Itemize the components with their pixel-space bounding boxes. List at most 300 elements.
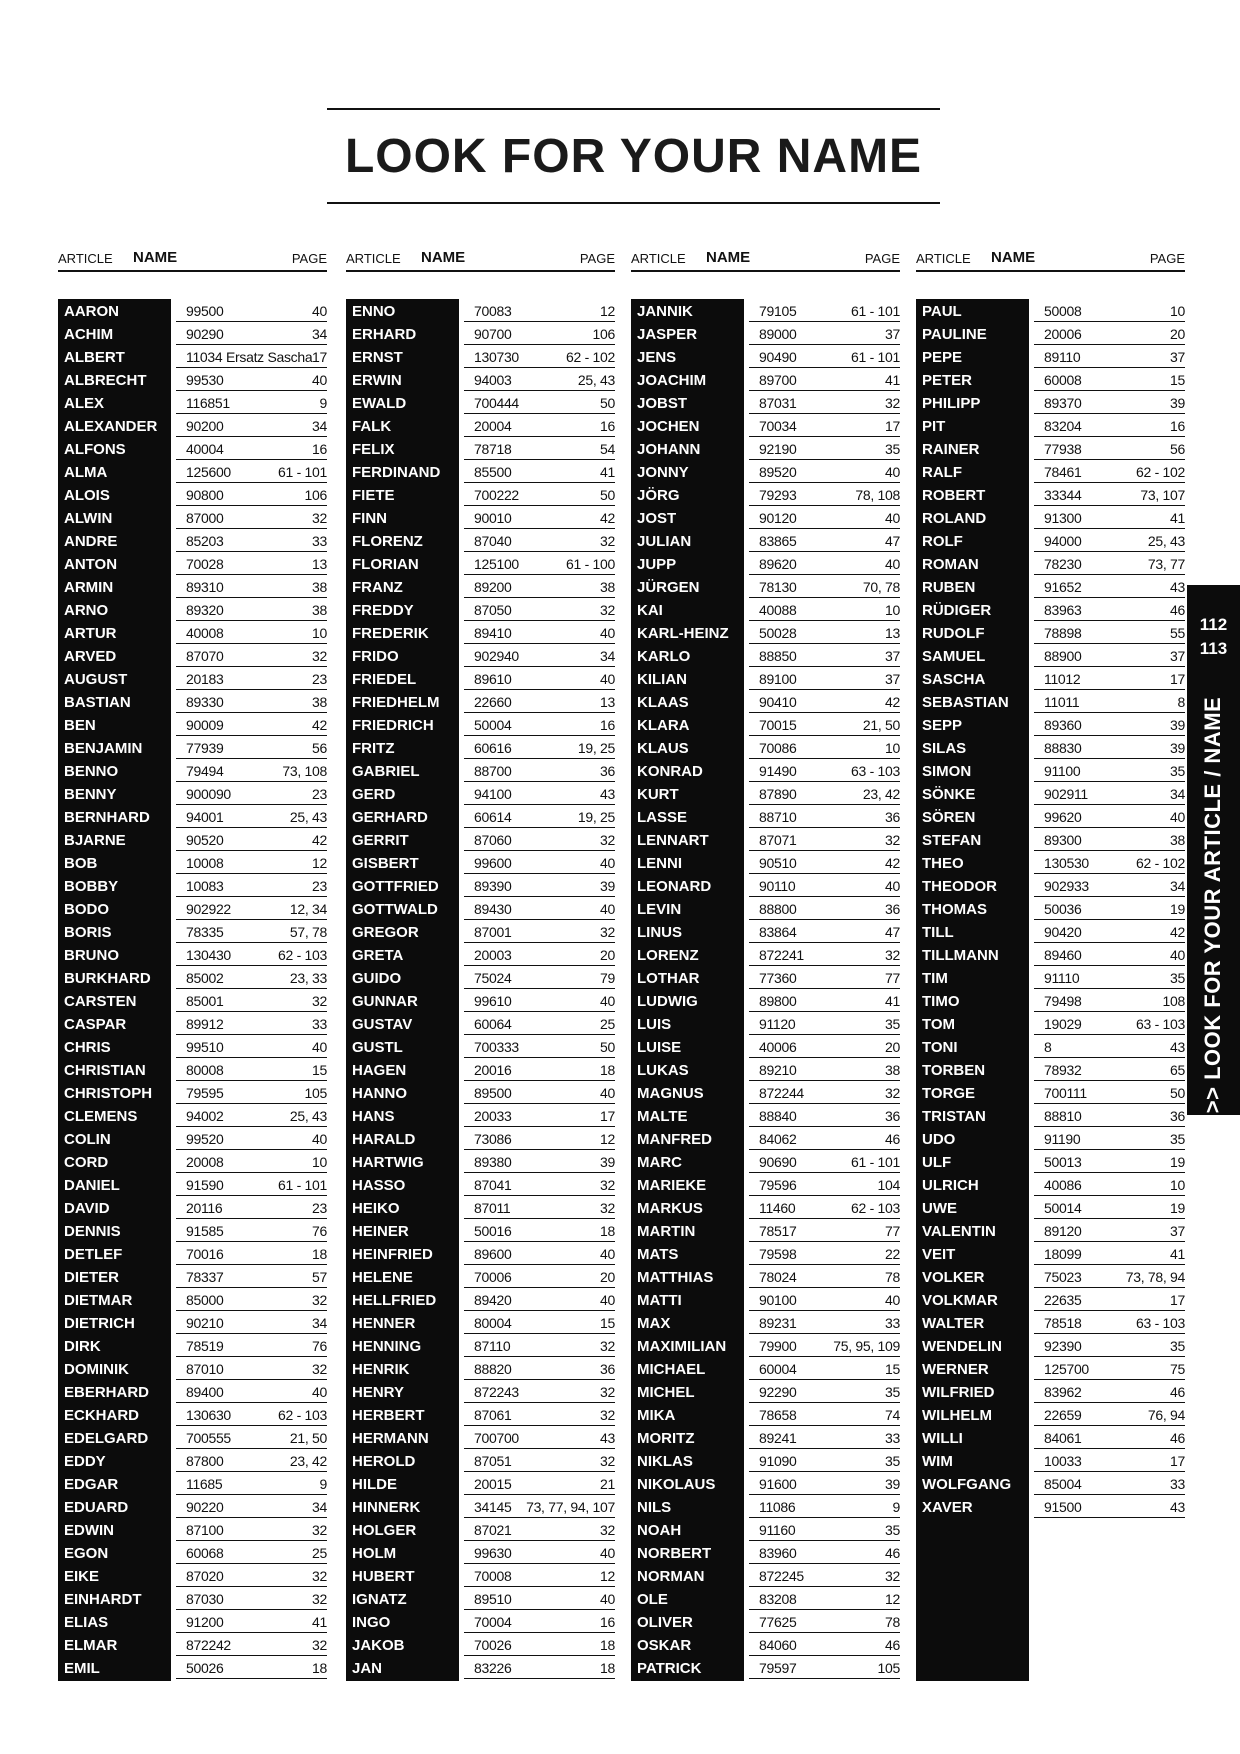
name-cell: GISBERT xyxy=(352,855,419,872)
name-cell: OSKAR xyxy=(637,1637,692,1654)
article-cell: 79597 xyxy=(759,1660,797,1676)
article-cell: 85500 xyxy=(474,464,512,480)
page-cell: 40 xyxy=(312,1384,327,1400)
page-cell: 15 xyxy=(885,1361,900,1377)
page-cell: 78, 108 xyxy=(855,487,900,503)
index-row xyxy=(631,1357,900,1380)
index-row xyxy=(916,1150,1185,1173)
article-cell: 91090 xyxy=(759,1453,797,1469)
page-cell: 40 xyxy=(600,625,615,641)
index-row xyxy=(916,690,1185,713)
page-cell: 35 xyxy=(1170,1131,1185,1147)
name-cell: WIM xyxy=(922,1453,953,1470)
name-cell: MANFRED xyxy=(637,1131,712,1148)
page-cell: 74 xyxy=(885,1407,900,1423)
page-cell: 35 xyxy=(885,1522,900,1538)
article-cell: 94100 xyxy=(474,786,512,802)
name-cell: RUDOLF xyxy=(922,625,985,642)
page-cell: 10 xyxy=(312,1154,327,1170)
name-cell: ARNO xyxy=(64,602,109,619)
article-cell: 33344 xyxy=(1044,487,1082,503)
article-cell: 89700 xyxy=(759,372,797,388)
page-cell: 9 xyxy=(892,1499,900,1515)
article-cell: 80008 xyxy=(186,1062,224,1078)
article-cell: 83963 xyxy=(1044,602,1082,618)
index-row xyxy=(58,1357,327,1380)
index-row xyxy=(631,690,900,713)
page-cell: 22 xyxy=(885,1246,900,1262)
page-cell: 75, 95, 109 xyxy=(833,1338,900,1354)
article-cell: 75023 xyxy=(1044,1269,1082,1285)
index-row xyxy=(346,299,615,322)
index-row xyxy=(631,1403,900,1426)
index-row xyxy=(58,1656,327,1679)
article-cell: 94002 xyxy=(186,1108,224,1124)
index-row xyxy=(346,1426,615,1449)
article-cell: 87060 xyxy=(474,832,512,848)
name-cell: GABRIEL xyxy=(352,763,420,780)
page-cell: 32 xyxy=(885,832,900,848)
page-cell: 35 xyxy=(885,1453,900,1469)
index-row xyxy=(58,1173,327,1196)
article-cell: 89210 xyxy=(759,1062,797,1078)
article-cell: 70008 xyxy=(474,1568,512,1584)
article-cell: 85203 xyxy=(186,533,224,549)
article-cell: 78024 xyxy=(759,1269,797,1285)
page-cell: 39 xyxy=(1170,740,1185,756)
page-cell: 32 xyxy=(312,1361,327,1377)
page-cell: 39 xyxy=(885,1476,900,1492)
article-cell: 88840 xyxy=(759,1108,797,1124)
index-row xyxy=(58,667,327,690)
name-cell: CARSTEN xyxy=(64,993,137,1010)
page-cell: 79 xyxy=(600,970,615,986)
article-cell: 50016 xyxy=(474,1223,512,1239)
index-row xyxy=(58,598,327,621)
article-cell: 89520 xyxy=(759,464,797,480)
name-cell: HANNO xyxy=(352,1085,407,1102)
name-cell: OLIVER xyxy=(637,1614,693,1631)
name-cell: ULF xyxy=(922,1154,952,1171)
page-cell: 40 xyxy=(600,1591,615,1607)
page-cell: 32 xyxy=(600,1384,615,1400)
index-row xyxy=(631,391,900,414)
name-cell: BURKHARD xyxy=(64,970,151,987)
article-cell: 50036 xyxy=(1044,901,1082,917)
index-row xyxy=(346,1104,615,1127)
index-row xyxy=(916,1058,1185,1081)
page-cell: 17 xyxy=(1170,1292,1185,1308)
name-cell: ERHARD xyxy=(352,326,417,343)
index-row xyxy=(346,1472,615,1495)
name-cell: GREGOR xyxy=(352,924,419,941)
page-cell: 43 xyxy=(1170,1039,1185,1055)
name-cell: BENJAMIN xyxy=(64,740,143,757)
page-cell: 40 xyxy=(885,1292,900,1308)
index-row xyxy=(631,529,900,552)
page-cell: 75 xyxy=(1170,1361,1185,1377)
page-cell: 36 xyxy=(885,1108,900,1124)
index-row xyxy=(916,1426,1185,1449)
page-cell: 32 xyxy=(600,533,615,549)
article-cell: 87050 xyxy=(474,602,512,618)
article-cell: 90420 xyxy=(1044,924,1082,940)
index-row xyxy=(58,1541,327,1564)
name-cell: JASPER xyxy=(637,326,698,343)
index-row xyxy=(58,828,327,851)
name-cell: BASTIAN xyxy=(64,694,131,711)
index-row xyxy=(346,368,615,391)
page-cell: 70, 78 xyxy=(862,579,900,595)
article-cell: 91600 xyxy=(759,1476,797,1492)
article-cell: 87000 xyxy=(186,510,224,526)
index-row xyxy=(346,1288,615,1311)
article-cell: 60614 xyxy=(474,809,512,825)
index-row xyxy=(58,1403,327,1426)
article-cell: 87031 xyxy=(759,395,797,411)
page-cell: 40 xyxy=(600,671,615,687)
index-row xyxy=(916,1311,1185,1334)
page-cell: 19 xyxy=(1170,901,1185,917)
article-cell: 91652 xyxy=(1044,579,1082,595)
article-cell: 902922 xyxy=(186,901,231,917)
name-cell: TRISTAN xyxy=(922,1108,986,1125)
article-cell: 87110 xyxy=(474,1338,511,1354)
article-cell: 90220 xyxy=(186,1499,224,1515)
name-cell: GRETA xyxy=(352,947,404,964)
article-cell: 92190 xyxy=(759,441,797,457)
page-cell: 50 xyxy=(600,1039,615,1055)
index-row xyxy=(58,460,327,483)
index-row xyxy=(58,1472,327,1495)
article-cell: 87800 xyxy=(186,1453,224,1469)
name-cell: AARON xyxy=(64,303,119,320)
article-cell: 34145 xyxy=(474,1499,512,1515)
name-cell: LEVIN xyxy=(637,901,682,918)
name-cell: TILL xyxy=(922,924,954,941)
name-cell: HASSO xyxy=(352,1177,406,1194)
page-cell: 43 xyxy=(1170,579,1185,595)
article-cell: 89912 xyxy=(186,1016,224,1032)
name-cell: DAVID xyxy=(64,1200,110,1217)
index-row xyxy=(631,897,900,920)
article-cell: 20008 xyxy=(186,1154,224,1170)
name-cell: HENRIK xyxy=(352,1361,410,1378)
article-cell: 89610 xyxy=(474,671,512,687)
page-cell: 106 xyxy=(304,487,327,503)
name-cell: JULIAN xyxy=(637,533,692,550)
article-cell: 87890 xyxy=(759,786,797,802)
index-row xyxy=(346,621,615,644)
article-cell: 99530 xyxy=(186,372,224,388)
page-cell: 76 xyxy=(312,1223,327,1239)
header-name: NAME xyxy=(991,249,1036,266)
article-cell: 90520 xyxy=(186,832,224,848)
page-cell: 37 xyxy=(1170,1223,1185,1239)
page-cell: 78 xyxy=(885,1614,900,1630)
index-row xyxy=(58,874,327,897)
name-cell: HEROLD xyxy=(352,1453,416,1470)
index-row xyxy=(916,483,1185,506)
index-row xyxy=(58,1150,327,1173)
page-cell: 40 xyxy=(885,878,900,894)
article-cell: 70086 xyxy=(759,740,797,756)
page-cell: 18 xyxy=(312,1246,327,1262)
name-cell: TIM xyxy=(922,970,948,987)
name-cell: WERNER xyxy=(922,1361,989,1378)
index-row xyxy=(346,575,615,598)
index-row xyxy=(346,1173,615,1196)
page-cell: 73, 77, 94, 107 xyxy=(526,1499,615,1515)
name-cell: PHILIPP xyxy=(922,395,981,412)
page-cell: 19 xyxy=(1170,1154,1185,1170)
name-cell: PETER xyxy=(922,372,973,389)
index-row xyxy=(631,621,900,644)
page-cell: 12 xyxy=(600,303,615,319)
page-cell: 10 xyxy=(1170,303,1185,319)
article-cell: 900090 xyxy=(186,786,231,802)
name-cell: DANIEL xyxy=(64,1177,120,1194)
article-cell: 50008 xyxy=(1044,303,1082,319)
page-cell: 32 xyxy=(312,1568,327,1584)
name-cell: HENNING xyxy=(352,1338,422,1355)
name-cell: LENNI xyxy=(637,855,682,872)
name-cell: IGNATZ xyxy=(352,1591,407,1608)
article-cell: 40006 xyxy=(759,1039,797,1055)
name-cell: GERRIT xyxy=(352,832,409,849)
page-cell: 35 xyxy=(885,1016,900,1032)
name-cell: SEBASTIAN xyxy=(922,694,1009,711)
index-row xyxy=(916,1035,1185,1058)
article-cell: 130630 xyxy=(186,1407,231,1423)
page-cell: 25, 43 xyxy=(289,809,327,825)
index-row xyxy=(346,437,615,460)
article-cell: 125100 xyxy=(474,556,519,572)
page-cell: 42 xyxy=(600,510,615,526)
page-cell: 20 xyxy=(885,1039,900,1055)
name-cell: EMIL xyxy=(64,1660,100,1677)
article-cell: 89400 xyxy=(186,1384,224,1400)
name-cell: ECKHARD xyxy=(64,1407,139,1424)
page-cell: 34 xyxy=(312,418,327,434)
index-row xyxy=(631,1380,900,1403)
article-cell: 70016 xyxy=(186,1246,224,1262)
page-cell: 17 xyxy=(885,418,900,434)
article-cell: 80004 xyxy=(474,1315,512,1331)
article-cell: 92290 xyxy=(759,1384,797,1400)
name-cell: EDDY xyxy=(64,1453,106,1470)
page-cell: 12, 34 xyxy=(289,901,327,917)
page-cell: 46 xyxy=(885,1637,900,1653)
page-cell: 40 xyxy=(600,901,615,917)
name-cell: ULRICH xyxy=(922,1177,979,1194)
index-row xyxy=(346,1357,615,1380)
index-row xyxy=(631,759,900,782)
article-cell: 84061 xyxy=(1044,1430,1082,1446)
index-row xyxy=(58,621,327,644)
page-title-block xyxy=(327,108,940,204)
name-cell: MARTIN xyxy=(637,1223,696,1240)
article-cell: 91585 xyxy=(186,1223,224,1239)
page-cell: 73, 107 xyxy=(1140,487,1185,503)
page-cell: 32 xyxy=(885,1568,900,1584)
name-cell: MALTE xyxy=(637,1108,688,1125)
article-cell: 90490 xyxy=(759,349,797,365)
article-cell: 77625 xyxy=(759,1614,797,1630)
index-row xyxy=(346,483,615,506)
name-cell: JENS xyxy=(637,349,677,366)
index-row xyxy=(916,897,1185,920)
page-cell: 47 xyxy=(885,533,900,549)
index-row xyxy=(58,1495,327,1518)
index-row xyxy=(631,1127,900,1150)
index-row xyxy=(631,598,900,621)
name-cell: JUPP xyxy=(637,556,677,573)
article-cell: 83960 xyxy=(759,1545,797,1561)
name-cell: HUBERT xyxy=(352,1568,415,1585)
article-cell: 50004 xyxy=(474,717,512,733)
name-cell: TOM xyxy=(922,1016,956,1033)
page-cell: 42 xyxy=(312,717,327,733)
name-cell: KAI xyxy=(637,602,663,619)
index-row xyxy=(916,1012,1185,1035)
article-cell: 130730 xyxy=(474,349,519,365)
name-cell: WILHELM xyxy=(922,1407,992,1424)
page-cell: 32 xyxy=(600,1200,615,1216)
index-row xyxy=(346,391,615,414)
page-cell: 37 xyxy=(885,648,900,664)
page-cell: 40 xyxy=(885,556,900,572)
article-cell: 60064 xyxy=(474,1016,512,1032)
index-row xyxy=(346,667,615,690)
article-cell: 20004 xyxy=(474,418,512,434)
page-cell: 25, 43 xyxy=(1147,533,1185,549)
page-cell: 32 xyxy=(312,1637,327,1653)
name-cell: GERD xyxy=(352,786,396,803)
article-cell: 10008 xyxy=(186,855,224,871)
article-cell: 87021 xyxy=(474,1522,512,1538)
article-cell: 91200 xyxy=(186,1614,224,1630)
index-row xyxy=(58,713,327,736)
article-cell: 700111 xyxy=(1044,1085,1087,1101)
name-cell: CHRIS xyxy=(64,1039,111,1056)
page-cell: 33 xyxy=(312,533,327,549)
page-cell: 12 xyxy=(600,1131,615,1147)
name-cell: MAXIMILIAN xyxy=(637,1338,727,1355)
name-cell: HOLGER xyxy=(352,1522,417,1539)
article-cell: 87041 xyxy=(474,1177,512,1193)
article-cell: 70034 xyxy=(759,418,797,434)
article-cell: 22659 xyxy=(1044,1407,1082,1423)
page-cell: 46 xyxy=(885,1545,900,1561)
index-row xyxy=(916,851,1185,874)
index-row xyxy=(916,828,1185,851)
index-row xyxy=(631,713,900,736)
article-cell: 90700 xyxy=(474,326,512,342)
index-row xyxy=(631,1426,900,1449)
page-cell: 39 xyxy=(600,1154,615,1170)
index-row xyxy=(58,1633,327,1656)
index-row xyxy=(916,414,1185,437)
article-cell: 94001 xyxy=(186,809,224,825)
article-cell: 11011 xyxy=(1044,694,1080,710)
article-cell: 79293 xyxy=(759,487,797,503)
article-cell: 902911 xyxy=(1044,786,1088,802)
index-rows xyxy=(346,299,615,1679)
article-cell: 89310 xyxy=(186,579,224,595)
article-cell: 83226 xyxy=(474,1660,512,1676)
name-cell: ELMAR xyxy=(64,1637,118,1654)
name-cell: PATRICK xyxy=(637,1660,702,1677)
article-cell: 91590 xyxy=(186,1177,224,1193)
name-cell: HEIKO xyxy=(352,1200,400,1217)
article-cell: 50014 xyxy=(1044,1200,1082,1216)
name-cell: CHRISTOPH xyxy=(64,1085,153,1102)
page-cell: 25, 43 xyxy=(289,1108,327,1124)
article-cell: 84060 xyxy=(759,1637,797,1653)
index-row xyxy=(346,1242,615,1265)
index-row xyxy=(58,414,327,437)
header-name: NAME xyxy=(133,249,178,266)
name-cell: DIETRICH xyxy=(64,1315,135,1332)
index-row xyxy=(916,391,1185,414)
page-cell: 32 xyxy=(312,1591,327,1607)
page-cell: 23 xyxy=(312,786,327,802)
index-row xyxy=(631,1610,900,1633)
name-cell: TILLMANN xyxy=(922,947,999,964)
page-cell: 104 xyxy=(877,1177,900,1193)
page-cell: 10 xyxy=(885,740,900,756)
page-cell: 17 xyxy=(1170,1453,1185,1469)
index-row xyxy=(346,322,615,345)
page-cell: 36 xyxy=(1170,1108,1185,1124)
page-cell: 37 xyxy=(1170,648,1185,664)
index-row xyxy=(58,966,327,989)
article-cell: 91500 xyxy=(1044,1499,1082,1515)
page-cell: 40 xyxy=(600,1292,615,1308)
article-cell: 90210 xyxy=(186,1315,224,1331)
name-cell: GERHARD xyxy=(352,809,428,826)
header-page: PAGE xyxy=(1149,251,1185,266)
name-cell: DIRK xyxy=(64,1338,101,1355)
name-cell: FLORIAN xyxy=(352,556,419,573)
page-cell: 41 xyxy=(885,993,900,1009)
index-row xyxy=(631,851,900,874)
article-cell: 20003 xyxy=(474,947,512,963)
article-cell: 20006 xyxy=(1044,326,1082,342)
index-rows xyxy=(631,299,900,1679)
article-cell: 99600 xyxy=(474,855,512,871)
name-cell: HELENE xyxy=(352,1269,413,1286)
name-cell: CASPAR xyxy=(64,1016,127,1033)
index-row xyxy=(58,345,327,368)
index-row xyxy=(916,322,1185,345)
page-cell: 50 xyxy=(600,487,615,503)
index-row xyxy=(916,1449,1185,1472)
page-cell: 32 xyxy=(600,1338,615,1354)
article-cell: 89370 xyxy=(1044,395,1082,411)
page-cell: 40 xyxy=(600,1246,615,1262)
article-cell: 89800 xyxy=(759,993,797,1009)
index-row xyxy=(346,1035,615,1058)
index-row xyxy=(346,1656,615,1679)
index-row xyxy=(58,1035,327,1058)
page-cell: 47 xyxy=(885,924,900,940)
index-row xyxy=(58,1564,327,1587)
page-cell: 15 xyxy=(312,1062,327,1078)
name-cell: LUKAS xyxy=(637,1062,689,1079)
index-row xyxy=(631,1219,900,1242)
